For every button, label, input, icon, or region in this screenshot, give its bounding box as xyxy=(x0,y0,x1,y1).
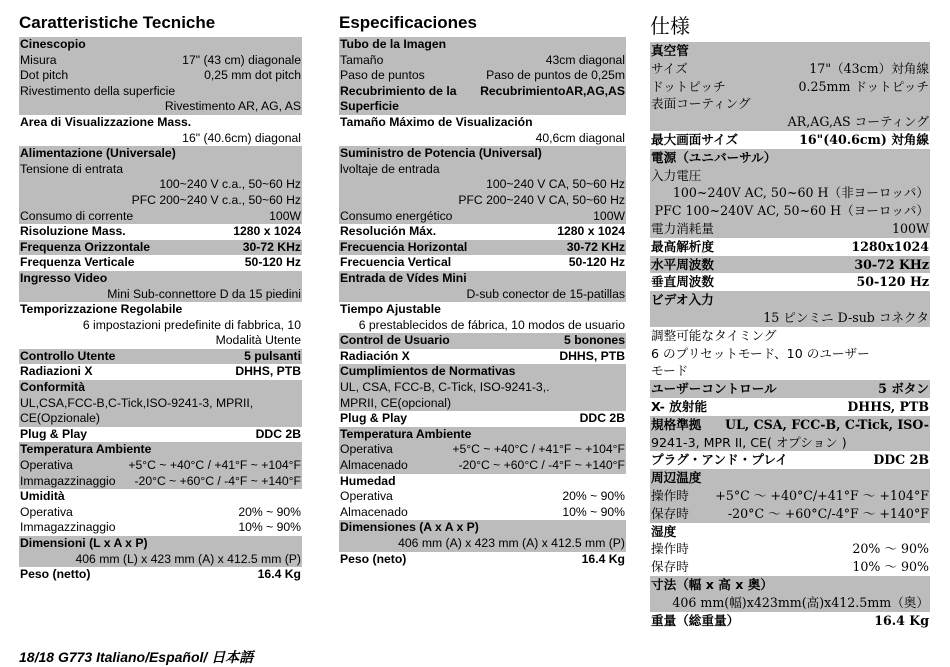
spec-label: 寸法（幅 x 高 x 奥） xyxy=(651,576,773,592)
spec-label: Area di Visualizzazione Mass. xyxy=(20,114,192,129)
spec-section-row xyxy=(19,349,302,365)
spec-value: 17"（43cm）対角線 xyxy=(809,60,929,76)
spec-section-row xyxy=(650,576,930,594)
spec-section-row xyxy=(19,255,302,271)
spec-section-row xyxy=(650,238,930,256)
spec-label: Cumplimientos de Normativas xyxy=(340,364,516,379)
spec-row xyxy=(650,487,930,505)
spec-row xyxy=(339,68,626,84)
spec-label: 規格準拠 xyxy=(651,416,702,432)
spanish-title: Especificaciones xyxy=(339,13,477,32)
spec-label: 垂直周波数 xyxy=(651,274,714,290)
spec-row xyxy=(339,489,626,505)
spec-label: Tamaño Máximo de Visualización xyxy=(340,114,533,129)
spec-section-row xyxy=(19,302,302,318)
spec-value: 43cm diagonal xyxy=(545,52,625,67)
spec-section-row xyxy=(339,427,626,443)
spec-value: 20% ~ 90% xyxy=(238,504,301,519)
spec-label: モード xyxy=(651,363,689,379)
spec-value: 17" (43 cm) diagonale xyxy=(182,52,301,67)
spec-value: 100W xyxy=(593,208,625,223)
spec-section-row xyxy=(19,489,302,505)
spec-section-row xyxy=(19,240,302,256)
spec-value: 16.4 Kg xyxy=(581,551,625,566)
spec-label: Frecuencia Horizontal xyxy=(340,239,468,254)
page-number: 18/18 xyxy=(19,649,55,665)
spec-value: PFC 100~240V AC, 50~60 H（ヨーロッパ） xyxy=(654,203,929,219)
spec-row xyxy=(339,131,626,147)
spec-label: 表面コーティング xyxy=(651,96,751,112)
spec-row xyxy=(650,167,930,185)
spec-label: Almacenado xyxy=(340,458,408,473)
spec-row xyxy=(19,99,302,115)
spec-value: D-sub conector de 15-patillas xyxy=(466,286,625,301)
spec-label: 水平周波数 xyxy=(651,256,714,272)
spec-label: Suministro de Potencia (Universal) xyxy=(340,146,542,161)
spec-label: Tiempo Ajustable xyxy=(340,302,441,317)
spec-value: PFC 200~240 V CA, 50~60 Hz xyxy=(458,192,625,207)
spec-value: +5°C ~ +40°C / +41°F ~ +104°F xyxy=(452,442,625,457)
spec-value: RecubrimientoAR,AG,AS xyxy=(480,83,625,98)
spec-label: 入力電圧 xyxy=(651,167,702,183)
spec-section-row xyxy=(19,567,302,583)
spec-section-row xyxy=(19,224,302,240)
spec-value: 20% 〜 90% xyxy=(852,541,929,557)
spec-value: -20°C ~ +60°C / -4°F ~ +140°F xyxy=(134,473,301,488)
spec-section-row xyxy=(19,146,302,162)
spec-section-row xyxy=(650,291,930,309)
spec-section-row xyxy=(339,240,626,256)
spec-label: Peso (neto) xyxy=(340,551,407,566)
spec-row xyxy=(650,558,930,576)
spec-section-row xyxy=(19,427,302,443)
spec-row xyxy=(19,209,302,225)
spec-value: 50-120 Hz xyxy=(244,255,301,270)
spanish-spec-rows xyxy=(339,37,626,567)
spec-label: ドットピッチ xyxy=(651,78,726,94)
spec-value: -20°C 〜 +60°C/-4°F 〜 +140°F xyxy=(727,505,929,521)
spec-label: ユーザーコントロール xyxy=(651,381,777,397)
spec-row xyxy=(650,505,930,523)
spec-value: UL, CSA, FCC-B, C-Tick, ISO- xyxy=(724,416,929,432)
spec-label: 電源（ユニバーサル） xyxy=(651,149,777,165)
spec-value: 30-72 KHz xyxy=(242,239,301,254)
spec-label: 最大画面サイズ xyxy=(651,131,739,147)
spec-section-row xyxy=(339,115,626,131)
spec-row xyxy=(650,202,930,220)
spec-row xyxy=(339,177,626,193)
spec-section-row xyxy=(339,411,626,427)
spec-row xyxy=(339,209,626,225)
spec-label: Control de Usuario xyxy=(340,333,450,348)
spec-label: Recubrimiento de la xyxy=(340,83,457,98)
spec-label: Operativa xyxy=(20,504,73,519)
spec-section-row xyxy=(339,99,626,115)
spec-label: Dimensioni (L x A x P) xyxy=(20,536,148,550)
spec-row xyxy=(339,505,626,521)
spec-value: 6 impostazioni predefinite di fabbrica, 10 xyxy=(82,317,301,332)
italian-title: Caratteristiche Tecniche xyxy=(19,13,216,32)
spec-value: +5°C ~ +40°C / +41°F ~ +104°F xyxy=(128,458,301,473)
spec-label: Plug & Play xyxy=(20,426,88,441)
spec-label: Radiazioni X xyxy=(20,364,93,379)
spec-section-row xyxy=(650,469,930,487)
spec-label: Controllo Utente xyxy=(20,348,116,363)
spec-row xyxy=(19,162,302,178)
spec-label: Peso (netto) xyxy=(20,567,91,582)
spec-section-row xyxy=(650,523,930,541)
spec-label: UL,CSA,FCC-B,C-Tick,ISO-9241-3, MPRII, xyxy=(20,395,254,410)
spec-label: Paso de puntos xyxy=(340,68,425,83)
spec-value: 50-120 Hz xyxy=(856,274,929,290)
spec-section-row xyxy=(650,451,930,469)
spec-row xyxy=(19,505,302,521)
spec-value: DDC 2B xyxy=(873,452,929,468)
spec-value: +5°C 〜 +40°C/+41°F 〜 +104°F xyxy=(715,487,929,503)
spec-label: ビデオ入力 xyxy=(651,292,714,308)
spec-label: Resolución Máx. xyxy=(340,224,437,239)
spec-label: Conformità xyxy=(20,380,85,395)
spec-section-row xyxy=(339,271,626,287)
spec-row xyxy=(339,287,626,303)
spec-row xyxy=(19,474,302,490)
spec-row xyxy=(650,78,930,96)
spec-section-row xyxy=(650,273,930,291)
spec-section-row xyxy=(650,398,930,416)
spec-row xyxy=(339,318,626,334)
spec-label: 操作時 xyxy=(651,487,689,503)
spec-row xyxy=(650,309,930,327)
spec-value: 406 mm (L) x 423 mm (A) x 412.5 mm (P) xyxy=(75,551,301,566)
spec-label: Operativa xyxy=(340,489,393,504)
spec-value: 100W xyxy=(269,208,301,223)
spec-label: Humedad xyxy=(340,473,396,488)
spec-value: 10% ~ 90% xyxy=(562,504,625,519)
spec-section-row xyxy=(19,442,302,458)
spec-value: 100~240 V c.a., 50~60 Hz xyxy=(159,177,301,192)
spec-value: -20°C ~ +60°C / -4°F ~ +140°F xyxy=(458,458,625,473)
spec-value: Mini Sub-connettore D da 15 piedini xyxy=(107,286,301,301)
spec-value: 30-72 KHz xyxy=(854,256,929,272)
spec-value: DHHS, PTB xyxy=(559,348,625,363)
spec-label: Immagazzinaggio xyxy=(20,520,116,535)
japanese-title: 仕様 xyxy=(650,14,690,38)
spec-section-row xyxy=(19,115,302,131)
spec-value: DDC 2B xyxy=(255,426,301,441)
spec-value: 1280x1024 xyxy=(851,238,929,254)
spec-section-row xyxy=(19,271,302,287)
spec-value: 100~240V AC, 50~60 H（非ヨーロッパ） xyxy=(672,185,929,201)
spec-row xyxy=(339,53,626,69)
spec-row xyxy=(650,327,930,345)
spec-row xyxy=(19,68,302,84)
spec-label: 真空管 xyxy=(651,43,689,58)
spec-section-row xyxy=(339,146,626,162)
japanese-spec-column xyxy=(650,12,930,629)
spec-label: 保存時 xyxy=(651,505,689,521)
spec-label: Rivestimento della superficie xyxy=(20,83,176,98)
spec-section-row xyxy=(339,255,626,271)
spec-row xyxy=(650,220,930,238)
spec-row xyxy=(19,396,302,412)
spec-row xyxy=(19,318,302,334)
spec-label: Umidità xyxy=(20,489,65,504)
japanese-spec-rows xyxy=(650,42,930,629)
spec-value: 0,25 mm dot pitch xyxy=(204,68,301,83)
spec-label: プラグ・アンド・プレイ xyxy=(651,452,788,468)
spec-row xyxy=(650,540,930,558)
spec-label: Misura xyxy=(20,52,57,67)
spec-value: 10% ~ 90% xyxy=(238,520,301,535)
spec-row xyxy=(339,162,626,178)
spec-row xyxy=(19,333,302,349)
spec-row xyxy=(339,442,626,458)
spec-row xyxy=(19,287,302,303)
spec-value: 16"(40.6cm) 対角線 xyxy=(799,131,929,147)
spec-label: Operativa xyxy=(20,458,73,473)
spec-label: Dot pitch xyxy=(20,68,69,83)
spec-row xyxy=(650,345,930,363)
spec-value: 5 ボタン xyxy=(878,381,929,397)
spec-section-row xyxy=(339,349,626,365)
spec-value: 50-120 Hz xyxy=(568,255,625,270)
spec-value: Paso de puntos de 0,25m xyxy=(486,68,625,83)
spec-label: 最高解析度 xyxy=(651,238,714,254)
spec-label: Consumo energético xyxy=(340,208,453,223)
spec-row xyxy=(650,184,930,202)
spec-value: 100W xyxy=(892,220,929,236)
spec-section-row xyxy=(339,84,626,100)
spec-value: DHHS, PTB xyxy=(847,398,929,414)
spec-label: Temperatura Ambiente xyxy=(20,442,152,457)
spec-value: 100~240 V CA, 50~60 Hz xyxy=(486,177,625,192)
spec-value: AR,AG,AS コーティング xyxy=(787,114,929,130)
spec-label: Consumo di corrente xyxy=(20,208,134,223)
spec-row xyxy=(19,552,302,568)
spec-section-row xyxy=(339,224,626,240)
spec-value: 30-72 KHz xyxy=(566,239,625,254)
spec-label: Tubo de la Imagen xyxy=(340,37,447,51)
spec-label: Frequenza Verticale xyxy=(20,255,135,270)
spec-label: Risoluzione Mass. xyxy=(20,224,126,239)
spec-section-row xyxy=(19,536,302,552)
spec-label: サイズ xyxy=(651,60,688,76)
spec-label: X- 放射能 xyxy=(651,398,708,414)
spec-row xyxy=(19,53,302,69)
spec-label: 保存時 xyxy=(651,559,689,575)
spec-label: Dimensiones (A x A x P) xyxy=(340,520,479,535)
spec-value: 16" (40.6cm) diagonal xyxy=(182,130,301,145)
spec-label: Immagazzinaggio xyxy=(20,473,116,488)
spec-value: 6 prestablecidos de fábrica, 10 modos de usuario xyxy=(358,317,625,332)
spec-value: DDC 2B xyxy=(579,411,625,426)
spec-section-row xyxy=(19,380,302,396)
spec-value: PFC 200~240 V c.a., 50~60 Hz xyxy=(131,192,301,207)
spec-label: UL, CSA, FCC-B, C-Tick, ISO-9241-3,. xyxy=(340,380,550,395)
spec-value: DHHS, PTB xyxy=(235,364,301,379)
spec-label: 電力消耗量 xyxy=(651,220,714,236)
spec-label: Cinescopio xyxy=(20,37,86,51)
spec-value: 0.25mm ドットピッチ xyxy=(798,78,929,94)
spec-row xyxy=(650,434,930,452)
spec-label: MPRII, CE(opcional) xyxy=(340,395,452,410)
spec-value: 406 mm(幅)x423mm(高)x412.5mm（奥） xyxy=(672,594,929,610)
spec-label: Plug & Play xyxy=(340,411,408,426)
spec-label: 操作時 xyxy=(651,541,689,557)
spec-label: lvoltaje de entrada xyxy=(340,161,440,176)
spec-label: Superficie xyxy=(340,99,399,114)
spec-label: Frequenza Orizzontale xyxy=(20,239,151,254)
spec-row xyxy=(650,113,930,131)
spec-value: 40,6cm diagonal xyxy=(535,130,625,145)
spec-section-row xyxy=(339,333,626,349)
spec-row xyxy=(339,536,626,552)
spec-value: 5 pulsanti xyxy=(244,348,301,363)
spec-row xyxy=(19,520,302,536)
spec-label: 湿度 xyxy=(651,523,677,539)
spec-section-row xyxy=(339,520,626,536)
spec-section-row xyxy=(650,131,930,149)
spec-label: 6 のプリセットモード、10 のユーザー xyxy=(651,345,870,361)
italian-spec-column xyxy=(19,12,302,583)
spec-label: Alimentazione (Universale) xyxy=(20,146,176,161)
spec-label: Entrada de Vídes Mini xyxy=(340,270,467,285)
spec-section-row xyxy=(339,552,626,568)
spec-section-row xyxy=(19,37,302,53)
spec-row xyxy=(339,396,626,412)
spec-section-row xyxy=(339,37,626,53)
spec-label: Temporizzazione Regolabile xyxy=(20,302,183,317)
spec-label: CE(Opzionale) xyxy=(20,411,100,426)
spec-row xyxy=(19,458,302,474)
spec-section-row xyxy=(650,416,930,434)
spec-section-row xyxy=(650,380,930,398)
spec-section-row xyxy=(650,256,930,274)
spec-value: 16.4 Kg xyxy=(874,612,929,628)
spec-row xyxy=(650,95,930,113)
spec-label: Ingresso Video xyxy=(20,270,108,285)
spec-label: 重量（総重量） xyxy=(651,612,740,628)
spec-label: Tamaño xyxy=(340,52,384,67)
spec-label: Almacenado xyxy=(340,504,408,519)
spec-value: 10% 〜 90% xyxy=(852,559,929,575)
spec-row xyxy=(19,131,302,147)
spec-row xyxy=(650,362,930,380)
spec-section-row xyxy=(339,364,626,380)
spec-row xyxy=(19,193,302,209)
spec-label: Temperatura Ambiente xyxy=(340,426,472,441)
spec-row xyxy=(19,177,302,193)
page-footer xyxy=(19,647,253,667)
spec-value: 16.4 Kg xyxy=(257,567,301,582)
spec-value: 1280 x 1024 xyxy=(233,224,301,239)
spec-row xyxy=(339,458,626,474)
spec-row xyxy=(339,193,626,209)
spec-label: Radiación X xyxy=(340,348,410,363)
spec-label: 調整可能なタイミング xyxy=(651,327,777,343)
spec-section-row xyxy=(650,612,930,630)
spec-value: 20% ~ 90% xyxy=(562,489,625,504)
spec-row xyxy=(650,60,930,78)
spec-value: 5 bonones xyxy=(564,333,625,348)
spec-value: Rivestimento AR, AG, AS xyxy=(164,99,301,114)
italian-spec-rows xyxy=(19,37,302,583)
spec-section-row xyxy=(650,42,930,60)
footer-text: G773 Italiano/Español/ 日本語 xyxy=(57,649,254,665)
spec-label: Operativa xyxy=(340,442,393,457)
spec-row xyxy=(19,411,302,427)
spec-label: 9241-3, MPR II, CE( オプション ) xyxy=(651,434,847,450)
spec-section-row xyxy=(339,302,626,318)
spec-label: Tensione di entrata xyxy=(20,161,123,176)
spec-row xyxy=(339,380,626,396)
spec-value: 406 mm (A) x 423 mm (A) x 412.5 mm (P) xyxy=(398,536,625,550)
spec-label: 周辺温度 xyxy=(651,470,702,486)
spec-row xyxy=(650,594,930,612)
spec-value: 15 ピンミニ D-sub コネクタ xyxy=(763,309,929,325)
spec-label: Frecuencia Vertical xyxy=(340,255,452,270)
spec-section-row xyxy=(19,364,302,380)
spec-section-row xyxy=(339,474,626,490)
spec-section-row xyxy=(650,149,930,167)
spanish-spec-column xyxy=(339,12,626,567)
spec-value: 1280 x 1024 xyxy=(557,224,625,239)
spec-value: Modalità Utente xyxy=(215,333,301,348)
spec-row xyxy=(19,84,302,100)
